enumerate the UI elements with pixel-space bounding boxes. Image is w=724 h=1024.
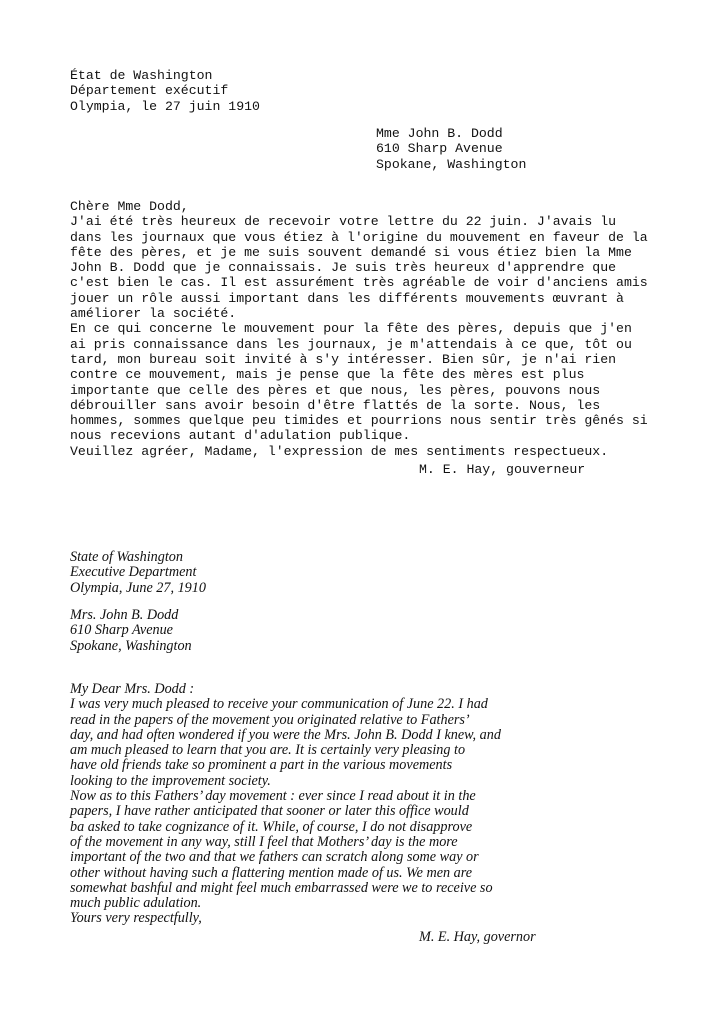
- en-header-line: State of Washington: [70, 549, 183, 565]
- en-salutation: My Dear Mrs. Dodd :: [70, 681, 195, 697]
- en-body-line: somewhat bashful and might feel much embarrassed were we to receive so: [70, 879, 493, 896]
- en-body-line: read in the papers of the movement you originated relative to Fathers’: [70, 711, 470, 728]
- fr-body-line: c'est bien le cas. Il est assurément très agréable de voir d'anciens amis: [70, 275, 648, 291]
- en-signature-line: M. E. Hay, governor: [419, 929, 536, 945]
- fr-salutation: Chère Mme Dodd,: [70, 199, 189, 214]
- en-body-line: ba asked to take cognizance of it. While, of course, I do not disapprove: [70, 818, 473, 835]
- en-body-line: day, and had often wondered if you were the Mrs. John B. Dodd I knew, and: [70, 726, 501, 743]
- en-signature: [419, 930, 536, 945]
- en-body-line: I was very much pleased to receive your communication of June 22. I had: [70, 696, 488, 713]
- en-body-line: Now as to this Fathers’ day movement : ever since I read about it in the: [70, 788, 476, 805]
- en-body-line: am much pleased to learn that you are. It is certainly very pleasing to: [70, 742, 466, 759]
- fr-body-line: dans les journaux que vous étiez à l'origine du mouvement en faveur de la: [70, 229, 648, 245]
- en-body-line: have old friends take so prominent a part in the various movements: [70, 757, 453, 774]
- fr-signature-line: M. E. Hay, gouverneur: [419, 462, 586, 477]
- en-letter-body: [70, 682, 501, 927]
- en-recipient-address: [70, 608, 192, 654]
- fr-body-line: nous recevions autant d'adulation publique.: [70, 428, 411, 444]
- fr-header-line: Département exécutif: [70, 83, 229, 99]
- fr-body-line: améliorer la société.: [70, 306, 237, 322]
- fr-recipient-line: 610 Sharp Avenue: [376, 141, 503, 157]
- fr-body-line: jouer un rôle aussi important dans les différents mouvements œuvrant à: [70, 290, 624, 306]
- en-body-line: other without having such a flattering mention made of us. We men are: [70, 864, 473, 881]
- en-header-line: Executive Department: [70, 564, 197, 581]
- fr-sender-header: [70, 68, 260, 114]
- fr-body-line: importante que celle des pères et que nous, les pères, pouvons nous: [70, 382, 601, 398]
- fr-header-line: État de Washington: [70, 68, 213, 83]
- fr-body-line: Veuillez agréer, Madame, l'expression de mes sentiments respectueux.: [70, 443, 609, 459]
- en-body-line: important of the two and that we fathers can scratch along some way or: [70, 849, 479, 866]
- fr-signature: [419, 462, 585, 477]
- fr-header-line: Olympia, le 27 juin 1910: [70, 98, 260, 114]
- fr-recipient-line: Mme John B. Dodd: [376, 126, 503, 141]
- fr-body-line: hommes, sommes quelque peu timides et pourrions nous sentir très gênés si: [70, 413, 648, 429]
- fr-body-line: tard, mon bureau soit invité à s'y intéresser. Bien sûr, je n'ai rien: [70, 351, 617, 367]
- en-recipient-line: 610 Sharp Avenue: [70, 622, 173, 639]
- en-recipient-line: Mrs. John B. Dodd: [70, 607, 179, 623]
- en-body-line: of the movement in any way, still I feel that Mothers’ day is the more: [70, 833, 458, 850]
- fr-letter-body: [70, 199, 648, 459]
- en-sender-header: [70, 550, 206, 596]
- fr-body-line: débrouiller sans avoir besoin d'être flattés de la sorte. Nous, les: [70, 397, 601, 413]
- fr-body-line: John B. Dodd que je connaissais. Je suis très heureux d'apprendre que: [70, 260, 617, 276]
- fr-body-line: J'ai été très heureux de recevoir votre lettre du 22 juin. J'avais lu: [70, 214, 617, 230]
- en-body-line: looking to the improvement society.: [70, 772, 271, 789]
- fr-body-line: ai pris connaissance dans les journaux, je m'attendais à ce que, tôt ou: [70, 336, 632, 352]
- fr-body-line: contre ce mouvement, mais je pense que la fête des mères est plus: [70, 367, 585, 383]
- fr-body-line: fête des pères, et je me suis souvent demandé si vous étiez bien la Mme: [70, 244, 632, 260]
- fr-recipient-address: [376, 126, 526, 172]
- fr-recipient-line: Spokane, Washington: [376, 156, 527, 172]
- en-body-line: Yours very respectfully,: [70, 910, 202, 927]
- fr-body-line: En ce qui concerne le mouvement pour la fête des pères, depuis que j'en: [70, 321, 632, 337]
- en-recipient-line: Spokane, Washington: [70, 637, 192, 654]
- en-body-line: papers, I have rather anticipated that sooner or later this office would: [70, 803, 469, 820]
- en-header-line: Olympia, June 27, 1910: [70, 579, 206, 596]
- en-body-line: much public adulation.: [70, 895, 202, 912]
